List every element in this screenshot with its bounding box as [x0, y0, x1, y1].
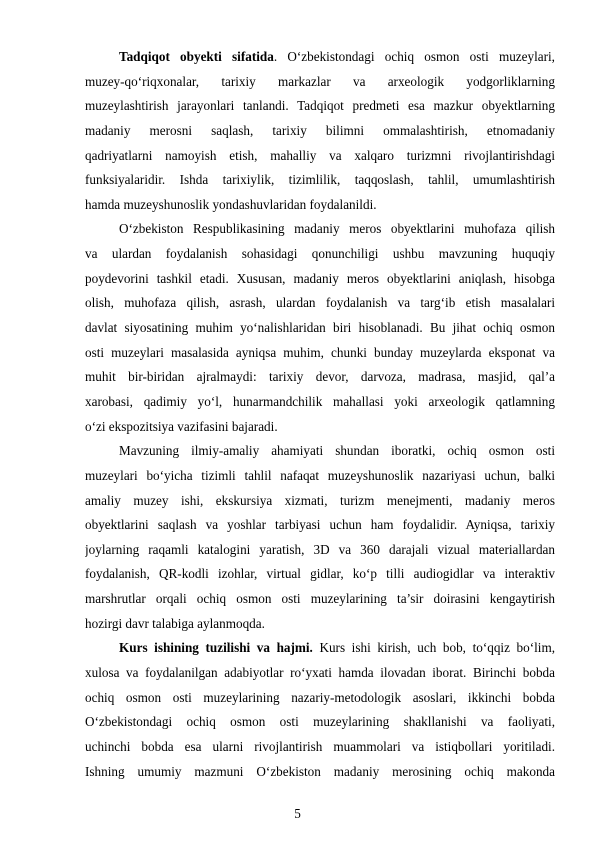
text-line: xarobasi, qadimiy yo‘l, hunarmandchilik mahallasi yoki arxeologik qatlamning: [85, 393, 555, 409]
paragraph-structure: [85, 636, 555, 784]
text-line: Ishning umumiy mazmuni O‘zbekiston madaniy merosining ochiq makonda: [85, 763, 555, 779]
text-line: hozirgi davr talabiga aylanmoqda.: [85, 615, 265, 631]
text-line: muzeylari bo‘yicha tizimli tahlil nafaqat muzeyshunoslik nazariyasi uchun, balki: [85, 467, 555, 483]
document-body: [85, 45, 555, 784]
bold-lead-research-object: Tadqiqot obyekti sifatida: [119, 49, 274, 64]
text-line: amaliy muzey ishi, ekskursiya xizmati, turizm menejmenti, madaniy meros: [85, 492, 555, 508]
text-line: olish, muhofaza qilish, asrash, ulardan foydalanish va targ‘ib etish masalalari: [85, 295, 555, 311]
text-line: qadriyatlarni namoyish etish, mahalliy va xalqaro turizmni rivojlantirishdagi: [85, 147, 555, 163]
text-line: va ulardan foydalanish sohasidagi qonunchiligi ushbu mavzuning huquqiy: [85, 246, 555, 262]
paragraph-legislation: [85, 217, 555, 439]
text-line: muzey-qo‘riqxonalar, tarixiy markazlar va arxeologik yodgorliklarning: [85, 73, 555, 89]
text-line: [85, 45, 555, 70]
text-line: davlat siyosatining muhim yo‘nalishlaridan biri hisoblanadi. Bu jihat ochiq osmon: [85, 320, 555, 336]
text-line: muzeylashtirish jarayonlari tanlandi. Tadqiqot predmeti esa mazkur obyektlarning: [85, 98, 555, 114]
paragraph-significance: [85, 439, 555, 636]
text-line: O‘zbekistondagi ochiq osmon osti muzeylarining shakllanishi va faoliyati,: [85, 714, 555, 730]
paragraph-research-object: [85, 45, 555, 217]
text-line: O‘zbekiston Respublikasining madaniy meros obyektlarini muhofaza qilish: [119, 221, 555, 237]
text-line: hamda muzeyshunoslik yondashuvlaridan foydalanildi.: [85, 196, 377, 212]
text-line: funksiyalaridir. Ishda tarixiylik, tizimlilik, taqqoslash, tahlil, umumlashtirish: [85, 172, 555, 188]
text-line: ochiq osmon osti muzeylarining nazariy-metodologik asoslari, ikkinchi bobda: [85, 689, 555, 705]
text-line: uchinchi bobda esa ularni rivojlantirish muammolari va istiqbollari yoritiladi.: [85, 738, 555, 754]
text-line: muhit bir-biridan ajralmaydi: tarixiy devor, darvoza, madrasa, masjid, qal’a: [85, 369, 555, 385]
text-line: marshrutlar orqali ochiq osmon osti muzeylarining ta’sir doirasini kengaytirish: [85, 591, 555, 607]
text-line: o‘zi ekspozitsiya vazifasini bajaradi.: [85, 418, 278, 434]
text-line-content: . O‘zbekistondagi ochiq osmon osti muzeylari,: [273, 49, 555, 64]
text-line-content: Kurs ishi kirish, uch bob, to‘qqiz bo‘lim,: [312, 640, 555, 656]
text-line: foydalanish, QR-kodli izohlar, virtual gidlar, ko‘p tilli audiogidlar va interaktiv: [85, 566, 555, 582]
text-line: madaniy merosni saqlash, tarixiy bilimni ommalashtirish, etnomadaniy: [85, 122, 555, 138]
text-line: joylarning raqamli katalogini yaratish, 3D va 360 darajali vizual materiallardan: [85, 541, 555, 557]
text-line: poydevorini tashkil etadi. Xususan, madaniy meros obyektlarini aniqlash, hisobga: [85, 270, 555, 286]
text-line: xulosa va foydalanilgan adabiyotlar ro‘yxati hamda ilovadan iborat. Birinchi bobda: [85, 665, 555, 681]
text-line: obyektlarini saqlash va yoshlar tarbiyasi uchun ham foydalidir. Ayniqsa, tarixiy: [85, 517, 555, 533]
text-line: Mavzuning ilmiy-amaliy ahamiyati shundan iboratki, ochiq osmon osti: [119, 443, 555, 459]
page-number: 5: [294, 806, 301, 821]
text-line: [85, 636, 555, 661]
bold-lead-structure: Kurs ishining tuzilishi va hajmi.: [119, 640, 313, 656]
text-line: osti muzeylari masalasida ayniqsa muhim, chunki bunday muzeylarda eksponat va: [85, 344, 555, 360]
